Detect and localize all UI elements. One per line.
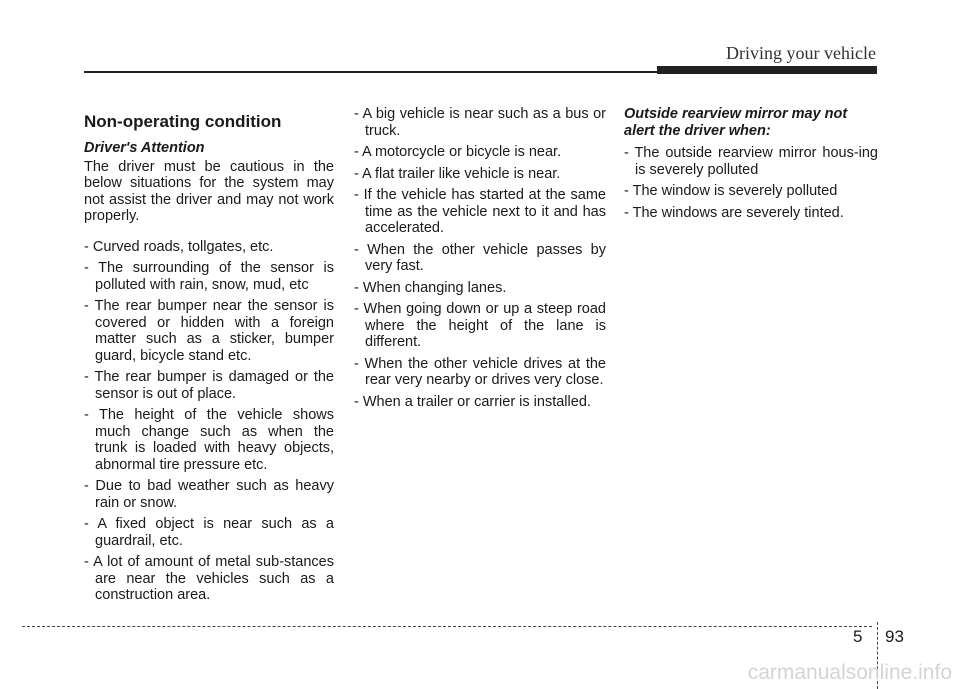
list-item: - When a trailer or carrier is installed.: [354, 393, 591, 410]
column-right: [624, 106, 878, 226]
page-section-number: 5: [853, 627, 863, 646]
list-item: - The rear bumper near the sensor is covered or hidden with a foreign matter such as a sticker, bumper guard, bicycle stand etc.: [84, 298, 334, 364]
section-heading: Non-operating condition: [84, 112, 282, 131]
list-item: - The outside rearview mirror hous-ing is severely polluted: [624, 145, 878, 178]
column-middle: [354, 106, 606, 415]
page-header-title: Driving your vehicle: [726, 43, 876, 63]
page-number: 93: [885, 627, 904, 646]
list-item: - When going down or up a steep road where the height of the lane is different.: [354, 301, 606, 350]
list-item: - A big vehicle is near such as a bus or truck.: [354, 106, 606, 139]
attention-subheading: Driver's Attention: [84, 140, 205, 156]
column-left: [84, 106, 334, 609]
list-item: - The rear bumper is damaged or the sensor is out of place.: [84, 369, 334, 402]
list-item: - A lot of amount of metal sub-stances are near the vehicles such as a construction area.: [84, 554, 334, 603]
list-item: - A motorcycle or bicycle is near.: [354, 144, 562, 160]
list-item: - The window is severely polluted: [624, 183, 838, 199]
watermark: carmanualsonline.info: [747, 661, 952, 684]
mirror-subheading: Outside rearview mirror may not alert the driver when:: [624, 106, 848, 139]
header-rule-thick: [657, 66, 877, 74]
intro-paragraph: The driver must be cautious in the below situations for the system may not assist the driver and may not work properly.: [84, 158, 334, 224]
list-item: - A fixed object is near such as a guardrail, etc.: [84, 516, 334, 549]
list-item: - A flat trailer like vehicle is near.: [354, 165, 561, 182]
list-item: - If the vehicle has started at the same time as the vehicle next to it and has accelerated.: [354, 187, 606, 236]
list-item: - The windows are severely tinted.: [624, 204, 844, 221]
list-item: - The surrounding of the sensor is polluted with rain, snow, mud, etc: [84, 260, 334, 293]
header-rule-thin: [84, 71, 657, 73]
list-item: - Due to bad weather such as heavy rain or snow.: [84, 478, 334, 511]
mirror-condition-list: [624, 145, 878, 221]
list-item: - When the other vehicle passes by very fast.: [354, 241, 606, 274]
list-item: - When the other vehicle drives at the rear very nearby or drives very close.: [354, 355, 606, 388]
condition-list: [84, 239, 334, 604]
footer-divider: [22, 626, 872, 627]
condition-list-continued: [354, 106, 606, 410]
list-item: - Curved roads, tollgates, etc.: [84, 238, 274, 255]
list-item: - When changing lanes.: [354, 279, 507, 296]
list-item: - The height of the vehicle shows much change such as when the trunk is loaded with heavy objects, abnormal tire pressure etc.: [84, 407, 334, 473]
